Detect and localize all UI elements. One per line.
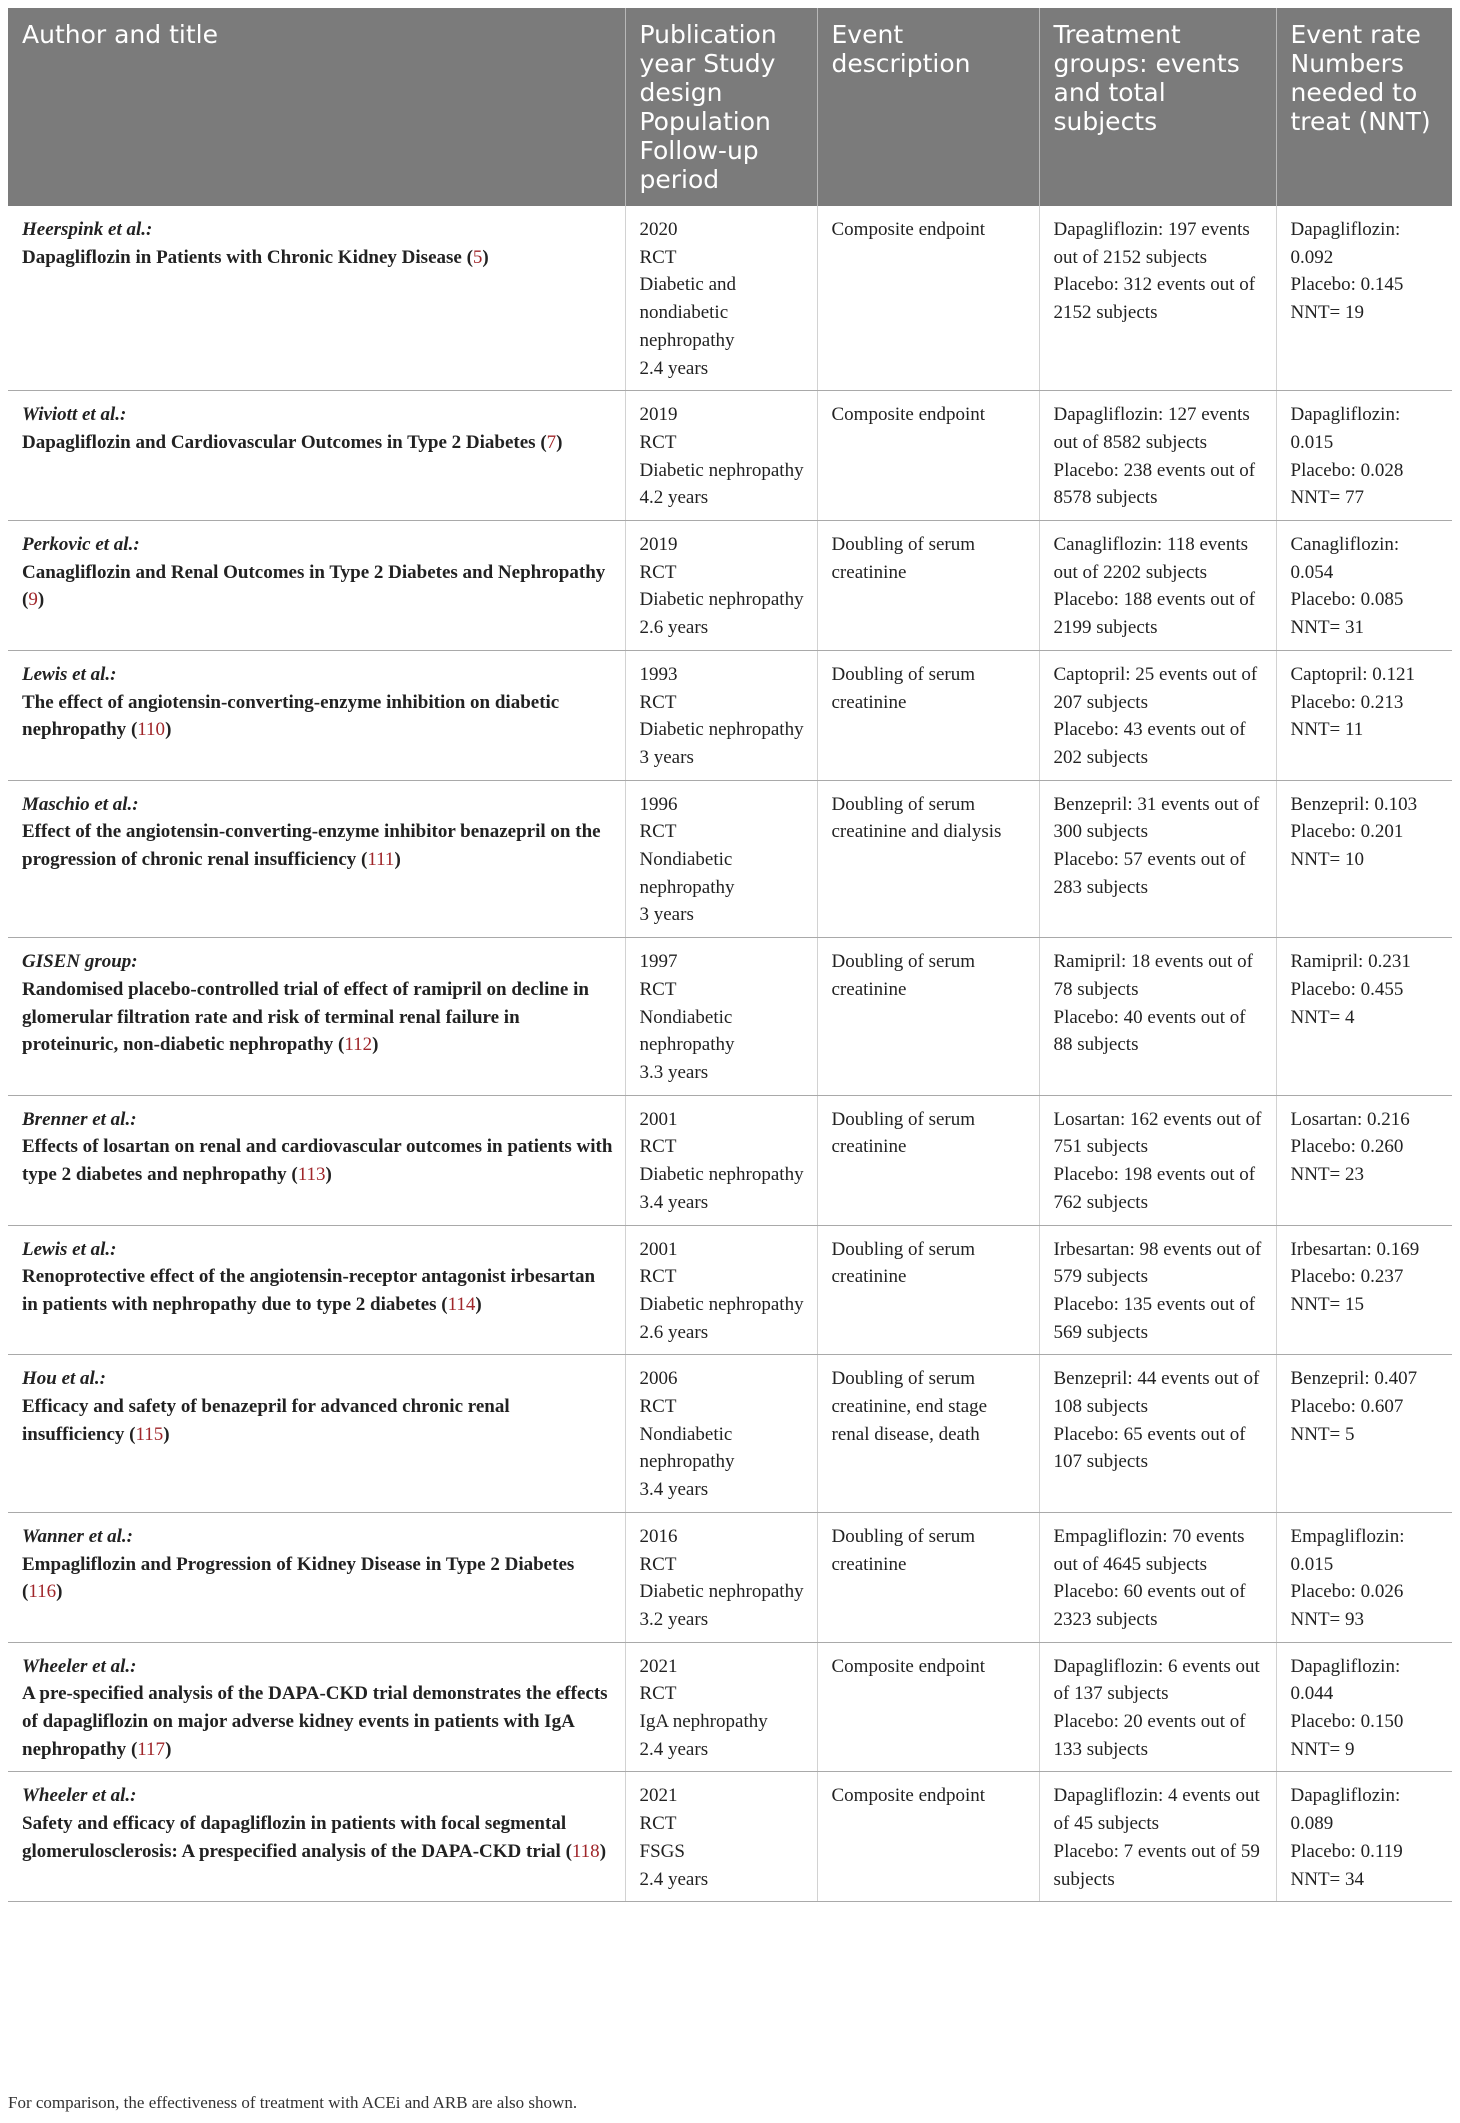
design-line: 2016 [639,1525,678,1547]
rate-line: Empagliflozin: 0.015 [1290,1525,1405,1575]
table-row [8,521,1452,651]
study-title-text: Canagliflozin and Renal Outcomes in Type 2 Diabetes and Nephropathy [22,561,606,583]
rates-cell [1276,1512,1452,1642]
design-line: 3.2 years [639,1608,709,1630]
author-name: Maschio et al.: [22,793,139,815]
rate-line: Placebo: 0.213 [1290,691,1404,713]
study-title-text: Efficacy and safety of benazepril for advanced chronic renal insufficiency [22,1396,510,1445]
design-line: RCT [639,821,677,843]
table-row [8,391,1452,521]
event-cell: Doubling of serum creatinine [817,1512,1039,1642]
reference-number: 111 [367,849,395,871]
study-title: Efficacy and safety of benazepril for advanced chronic renal insufficiency (115) [22,1396,510,1445]
table-body [8,206,1452,1902]
design-line: Diabetic nephropathy [639,1581,804,1603]
design-line: RCT [639,561,677,583]
design-line: Diabetic and nondiabetic nephropathy [639,274,737,351]
rate-line: NNT= 11 [1290,719,1364,741]
treatment-line: Placebo: 57 events out of 283 subjects [1053,849,1246,898]
reference-number: 117 [137,1738,166,1760]
rates-cell [1276,938,1452,1096]
table-row [8,206,1452,391]
study-title-text: Randomised placebo-controlled trial of effect of ramipril on decline in glomerular filtration rate and risk of terminal renal failure in proteinuric, non-diabetic nephropathy [22,978,589,1056]
study-title-text: A pre-specified analysis of the DAPA-CKD trial demonstrates the effects of dapagliflozin on major adverse kidney events in patients with IgA nephropathy [22,1683,608,1760]
study-title: Dapagliflozin in Patients with Chronic Kidney Disease (5) [22,246,489,268]
study-title-text: Dapagliflozin in Patients with Chronic Kidney Disease [22,246,462,268]
event-cell: Doubling of serum creatinine [817,1225,1039,1355]
rate-line: Losartan: 0.216 [1290,1108,1410,1130]
study-title-text: Safety and efficacy of dapagliflozin in patients with focal segmental glomerulosclerosis: A prespecified analysis of the DAPA-CKD trial [22,1813,567,1862]
event-cell: Doubling of serum creatinine [817,938,1039,1096]
design-line: Diabetic nephropathy [639,589,804,611]
rate-line: Captopril: 0.121 [1290,663,1416,685]
design-line: RCT [639,1396,677,1418]
design-line: 1993 [639,663,678,685]
design-line: 3.3 years [639,1061,709,1083]
design-line: RCT [639,246,677,268]
rate-line: Placebo: 0.201 [1290,821,1404,843]
design-cell [625,1642,817,1772]
reference-number: 118 [571,1840,600,1862]
treatment-line: Placebo: 188 events out of 2199 subjects [1053,589,1256,639]
author-name: Wiviott et al.: [22,404,127,426]
table-footnote: For comparison, the effectiveness of treatment with ACEi and ARB are also shown. [8,2093,578,2112]
rate-line: Benzepril: 0.103 [1290,793,1418,815]
treatment-cell [1039,650,1276,780]
event-cell: Doubling of serum creatinine [817,1095,1039,1225]
table-row [8,1512,1452,1642]
study-table [8,8,1452,1902]
study-title-text: Dapagliflozin and Cardiovascular Outcomes in Type 2 Diabetes [22,431,536,453]
design-line: Nondiabetic nephropathy [639,849,735,898]
rate-line: NNT= 5 [1290,1423,1355,1445]
design-line: 2019 [639,404,678,426]
rate-line: NNT= 34 [1290,1868,1365,1890]
design-line: RCT [639,1266,677,1288]
treatment-line: Placebo: 65 events out of 107 subjects [1053,1423,1246,1473]
author-title-cell [8,391,625,521]
design-cell [625,1225,817,1355]
study-title: Dapagliflozin and Cardiovascular Outcomes in Type 2 Diabetes (7) [22,431,563,453]
rates-cell [1276,1642,1452,1772]
author-name: Wheeler et al.: [22,1655,137,1677]
rate-line: Dapagliflozin: 0.092 [1290,219,1401,268]
design-cell [625,780,817,938]
study-title-text: The effect of angiotensin-converting-enzyme inhibition on diabetic nephropathy [22,691,560,741]
treatment-line: Ramipril: 18 events out of 78 subjects [1053,951,1253,1000]
rates-cell [1276,650,1452,780]
author-title-cell [8,650,625,780]
author-title-cell [8,938,625,1096]
design-line: RCT [639,431,677,453]
design-cell [625,1772,817,1902]
design-line: 2001 [639,1108,678,1130]
treatment-line: Irbesartan: 98 events out of 579 subjects [1053,1238,1262,1288]
rate-line: Dapagliflozin: 0.044 [1290,1655,1401,1705]
treatment-cell [1039,1512,1276,1642]
rate-line: NNT= 93 [1290,1608,1365,1630]
reference-number: 114 [447,1293,476,1315]
study-title-text: Effect of the angiotensin-converting-enzyme inhibitor benazepril on the progression of chronic renal insufficiency [22,821,601,871]
design-line: 2.4 years [639,1738,709,1760]
event-cell: Composite endpoint [817,391,1039,521]
design-line: RCT [639,1553,677,1575]
table-row [8,1642,1452,1772]
table-row [8,1355,1452,1513]
study-title: Canagliflozin and Renal Outcomes in Type 2 Diabetes and Nephropathy (9) [22,561,606,611]
rate-line: Placebo: 0.145 [1290,274,1404,296]
rates-cell [1276,1095,1452,1225]
treatment-cell [1039,1642,1276,1772]
treatment-cell [1039,1772,1276,1902]
treatment-line: Placebo: 7 events out of 59 subjects [1053,1840,1260,1890]
author-name: Lewis et al.: [22,1238,117,1260]
author-name: Perkovic et al.: [22,534,140,556]
reference-number: 5 [472,246,483,268]
column-header-rates: Event rate Numbers needed to treat (NNT) [1276,8,1452,206]
column-header-event: Event description [817,8,1039,206]
study-title: The effect of angiotensin-converting-enzyme inhibition on diabetic nephropathy (110) [22,691,560,741]
treatment-line: Placebo: 198 events out of 762 subjects [1053,1164,1256,1213]
design-line: 2.6 years [639,617,709,639]
table-row [8,1772,1452,1902]
column-header-design: Publication year Study design Population Follow-up period [625,8,817,206]
rate-line: NNT= 23 [1290,1164,1365,1186]
reference-number: 112 [344,1034,373,1056]
rate-line: NNT= 19 [1290,302,1365,324]
design-line: 1996 [639,793,678,815]
design-line: 2.6 years [639,1321,709,1343]
design-cell [625,1095,817,1225]
rate-line: Dapagliflozin: 0.089 [1290,1785,1401,1835]
design-line: Nondiabetic nephropathy [639,1006,735,1056]
table-row [8,650,1452,780]
rate-line: Placebo: 0.150 [1290,1711,1404,1733]
study-title-text: Effects of losartan on renal and cardiovascular outcomes in patients with type 2 diabetes and nephropathy [22,1136,613,1186]
reference-number: 110 [137,719,166,741]
treatment-cell [1039,1225,1276,1355]
author-title-cell [8,1512,625,1642]
event-cell: Doubling of serum creatinine [817,521,1039,651]
treatment-line: Benzepril: 44 events out of 108 subjects [1053,1368,1260,1418]
event-cell: Doubling of serum creatinine and dialysis [817,780,1039,938]
design-line: 2021 [639,1785,678,1807]
design-line: 2021 [639,1655,678,1677]
author-title-cell [8,1642,625,1772]
rate-line: Canagliflozin: 0.054 [1290,534,1400,583]
event-cell: Doubling of serum creatinine, end stage renal disease, death [817,1355,1039,1513]
treatment-line: Placebo: 135 events out of 569 subjects [1053,1293,1256,1343]
rate-line: NNT= 77 [1290,487,1365,509]
rate-line: NNT= 4 [1290,1006,1355,1028]
treatment-line: Placebo: 312 events out of 2152 subjects [1053,274,1256,324]
rates-cell [1276,1772,1452,1902]
treatment-line: Dapagliflozin: 6 events out of 137 subjects [1053,1655,1260,1705]
table-row [8,1225,1452,1355]
design-line: Diabetic nephropathy [639,1164,804,1186]
rate-line: Irbesartan: 0.169 [1290,1238,1420,1260]
design-line: 2001 [639,1238,678,1260]
table-row [8,1095,1452,1225]
design-line: RCT [639,1813,677,1835]
treatment-line: Empagliflozin: 70 events out of 4645 subjects [1053,1525,1245,1575]
treatment-line: Benzepril: 31 events out of 300 subjects [1053,793,1260,843]
author-name: GISEN group: [22,951,138,973]
design-line: 2006 [639,1368,678,1390]
study-title: Effects of losartan on renal and cardiovascular outcomes in patients with type 2 diabetes and nephropathy (113) [22,1136,613,1186]
rate-line: Placebo: 0.260 [1290,1136,1404,1158]
treatment-line: Dapagliflozin: 4 events out of 45 subjects [1053,1785,1260,1835]
rate-line: Placebo: 0.607 [1290,1396,1404,1418]
column-header-author-title: Author and title [8,8,625,206]
rate-line: Placebo: 0.028 [1290,459,1404,481]
rate-line: Placebo: 0.026 [1290,1581,1404,1603]
study-title: Effect of the angiotensin-converting-enzyme inhibitor benazepril on the progression of chronic renal insufficiency (111) [22,821,601,871]
rates-cell [1276,206,1452,391]
treatment-cell [1039,391,1276,521]
reference-number: 116 [28,1581,57,1603]
study-title: A pre-specified analysis of the DAPA-CKD trial demonstrates the effects of dapagliflozin on major adverse kidney events in patients with IgA nephropathy (117) [22,1683,608,1760]
design-line: FSGS [639,1840,685,1862]
treatment-cell [1039,521,1276,651]
event-cell: Composite endpoint [817,206,1039,391]
design-line: IgA nephropathy [639,1711,768,1733]
study-title: Renoprotective effect of the angiotensin-receptor antagonist irbesartan in patients with nephropathy due to type 2 diabetes (114) [22,1266,596,1315]
treatment-line: Canagliflozin: 118 events out of 2202 subjects [1053,534,1249,583]
design-cell [625,1512,817,1642]
rate-line: NNT= 9 [1290,1738,1355,1760]
design-line: RCT [639,1683,677,1705]
study-title: Randomised placebo-controlled trial of effect of ramipril on decline in glomerular filtration rate and risk of terminal renal failure in proteinuric, non-diabetic nephropathy (112) [22,978,589,1056]
treatment-cell [1039,780,1276,938]
treatment-line: Losartan: 162 events out of 751 subjects [1053,1108,1262,1158]
design-line: 3 years [639,746,694,768]
treatment-line: Dapagliflozin: 197 events out of 2152 subjects [1053,219,1250,268]
reference-number: 9 [28,589,38,611]
author-title-cell [8,1225,625,1355]
design-line: 3 years [639,904,694,926]
rate-line: Ramipril: 0.231 [1290,951,1411,973]
rates-cell [1276,521,1452,651]
study-title: Empagliflozin and Progression of Kidney Disease in Type 2 Diabetes (116) [22,1553,575,1603]
rate-line: Placebo: 0.085 [1290,589,1404,611]
design-line: 2.4 years [639,357,709,379]
rates-cell [1276,1355,1452,1513]
rates-cell [1276,391,1452,521]
study-title-text: Empagliflozin and Progression of Kidney Disease in Type 2 Diabetes [22,1553,575,1575]
design-line: 2.4 years [639,1868,709,1890]
event-cell: Composite endpoint [817,1642,1039,1772]
design-line: 4.2 years [639,487,709,509]
design-line: Diabetic nephropathy [639,719,804,741]
rate-line: Placebo: 0.455 [1290,978,1404,1000]
author-title-cell [8,1095,625,1225]
design-line: 2019 [639,534,678,556]
treatment-line: Placebo: 43 events out of 202 subjects [1053,719,1246,768]
author-title-cell [8,780,625,938]
design-line: 3.4 years [639,1191,709,1213]
rate-line: NNT= 31 [1290,617,1365,639]
author-name: Lewis et al.: [22,663,117,685]
event-cell: Composite endpoint [817,1772,1039,1902]
reference-number: 113 [297,1164,326,1186]
design-line: 3.4 years [639,1479,709,1501]
treatment-line: Dapagliflozin: 127 events out of 8582 subjects [1053,404,1250,453]
table-header-row [8,8,1452,206]
author-name: Wanner et al.: [22,1525,134,1547]
rates-cell [1276,780,1452,938]
treatment-line: Placebo: 20 events out of 133 subjects [1053,1711,1246,1760]
treatment-line: Captopril: 25 events out of 207 subjects [1053,663,1258,713]
design-cell [625,206,817,391]
reference-number: 7 [546,431,557,453]
rate-line: NNT= 15 [1290,1293,1365,1315]
design-line: Diabetic nephropathy [639,459,804,481]
treatment-line: Placebo: 40 events out of 88 subjects [1053,1006,1246,1056]
design-cell [625,650,817,780]
rate-line: Dapagliflozin: 0.015 [1290,404,1401,453]
table-row [8,938,1452,1096]
author-title-cell [8,206,625,391]
author-name: Brenner et al.: [22,1108,137,1130]
design-line: 2020 [639,219,678,240]
author-title-cell [8,1355,625,1513]
study-title-text: Renoprotective effect of the angiotensin-receptor antagonist irbesartan in patients with nephropathy due to type 2 diabetes [22,1266,596,1315]
rate-line: Placebo: 0.119 [1290,1840,1403,1862]
design-line: Nondiabetic nephropathy [639,1423,735,1473]
treatment-cell [1039,1095,1276,1225]
design-cell [625,391,817,521]
design-line: 1997 [639,951,678,973]
author-name: Wheeler et al.: [22,1785,137,1807]
treatment-cell [1039,938,1276,1096]
column-header-treatment: Treatment groups: events and total subjects [1039,8,1276,206]
rate-line: NNT= 10 [1290,849,1365,871]
design-cell [625,521,817,651]
event-cell: Doubling of serum creatinine [817,650,1039,780]
author-title-cell [8,521,625,651]
design-cell [625,938,817,1096]
reference-number: 115 [135,1423,164,1445]
author-name: Heerspink et al.: [22,219,153,240]
study-table-container [8,8,1452,1902]
rate-line: Benzepril: 0.407 [1290,1368,1418,1390]
design-line: RCT [639,691,677,713]
table-row [8,780,1452,938]
treatment-cell [1039,1355,1276,1513]
rate-line: Placebo: 0.237 [1290,1266,1404,1288]
author-title-cell [8,1772,625,1902]
design-cell [625,1355,817,1513]
treatment-cell [1039,206,1276,391]
design-line: Diabetic nephropathy [639,1293,804,1315]
treatment-line: Placebo: 60 events out of 2323 subjects [1053,1581,1246,1630]
author-name: Hou et al.: [22,1368,106,1390]
rates-cell [1276,1225,1452,1355]
design-line: RCT [639,978,677,1000]
design-line: RCT [639,1136,677,1158]
treatment-line: Placebo: 238 events out of 8578 subjects [1053,459,1256,509]
study-title: Safety and efficacy of dapagliflozin in patients with focal segmental glomerulosclerosis: A prespecified analysis of the DAPA-CKD trial (118) [22,1813,607,1862]
